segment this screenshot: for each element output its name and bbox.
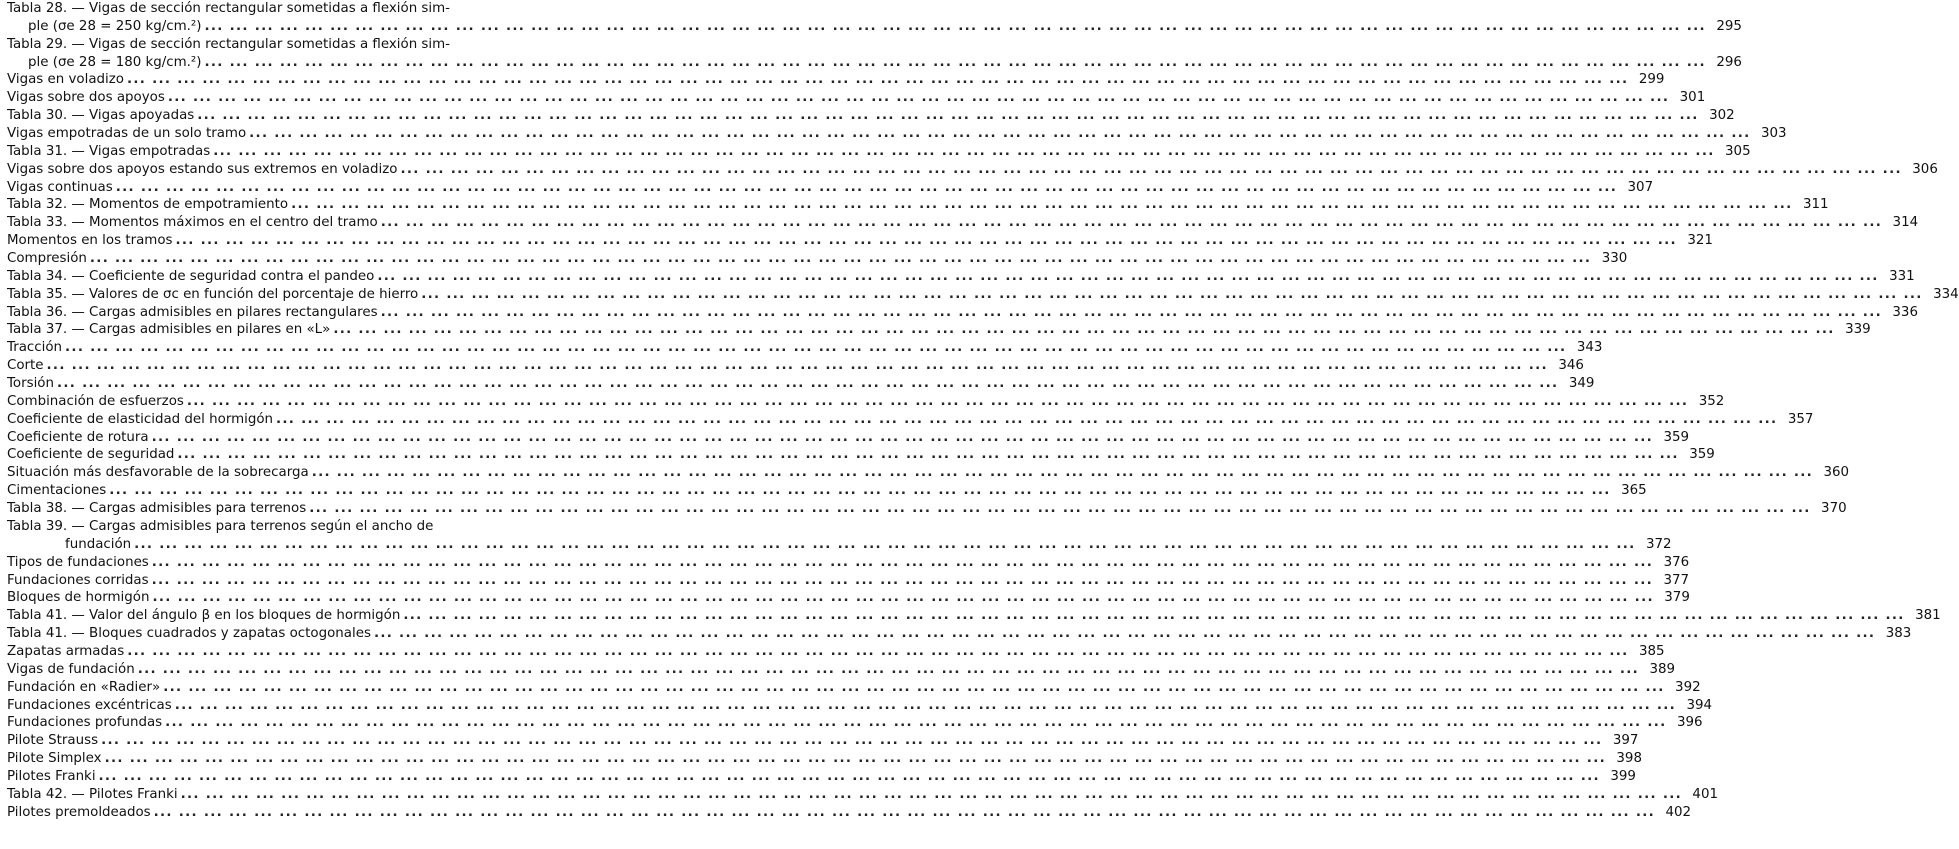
toc-entry: [7, 643, 1665, 661]
toc-entry: [7, 411, 1814, 429]
toc-entry-title: Tabla 36. — Cargas admisibles en pilares rectangulares: [7, 304, 378, 320]
toc-entry-title: Vigas en voladizo: [7, 72, 124, 88]
dot-leader: ... ... ... ... ... ... ... ... ... ... ... ... ... ... ... ... ... ... ... ... ... ... ... ... ... ... ... ... ... ... ... ... ... ... ... ... ... ... ... ... ... ... ... ... ... ... ... ... ... ... ... ... ... ... ... ... ... ... ... ...: [213, 143, 1715, 159]
toc-entry-title: Tabla 41. — Valor del ángulo β en los bloques de hormigón: [7, 608, 401, 624]
toc-entry: [7, 54, 1742, 72]
toc-entry-page: 331: [1889, 268, 1915, 284]
toc-entry-title: Tabla 38. — Cargas admisibles para terrenos: [7, 501, 307, 517]
toc-entry: [7, 321, 1871, 339]
toc-entry-title: Compresión: [7, 251, 87, 267]
toc-entry-title: Tabla 29. — Vigas de sección rectangular sometidas a flexión sim-: [7, 36, 451, 52]
toc-entry: [7, 482, 1647, 500]
toc-row: [7, 375, 1595, 393]
toc-entry: [7, 714, 1703, 732]
toc-entry-page: 357: [1787, 411, 1814, 427]
dot-leader: ... ... ... ... ... ... ... ... ... ... ... ... ... ... ... ... ... ... ... ... ... ... ... ... ... ... ... ... ... ... ... ... ... ... ... ... ... ... ... ... ... ... ... ... ... ... ... ... ... ... ... ... ... ... ... ... ... ... ... ...: [56, 376, 1559, 392]
dot-leader: ... ... ... ... ... ... ... ... ... ... ... ... ... ... ... ... ... ... ... ... ... ... ... ... ... ... ... ... ... ... ... ... ... ... ... ... ... ... ... ... ... ... ... ... ... ... ... ... ... ... ... ... ... ... ... ... ... ... ... ...: [204, 54, 1706, 70]
dot-leader: ... ... ... ... ... ... ... ... ... ... ... ... ... ... ... ... ... ... ... ... ... ... ... ... ... ... ... ... ... ... ... ... ... ... ... ... ... ... ... ... ... ... ... ... ... ... ... ... ... ... ... ... ... ... ... ... ... ... ... ...: [109, 483, 1611, 499]
toc-entry-title: Tabla 28. — Vigas de sección rectangular sometidas a flexión sim-: [7, 1, 451, 16]
dot-leader: ... ... ... ... ... ... ... ... ... ... ... ... ... ... ... ... ... ... ... ... ... ... ... ... ... ... ... ... ... ... ... ... ... ... ... ... ... ... ... ... ... ... ... ... ... ... ... ... ... ... ... ... ... ... ... ... ... ... ... ...: [152, 590, 1654, 606]
toc-entry-page: 314: [1892, 215, 1919, 231]
toc-entry: [7, 286, 1959, 304]
toc-entry: [7, 732, 1639, 750]
toc-entry-page: 377: [1663, 572, 1690, 588]
toc-entry-title: Coeficiente de seguridad: [7, 447, 175, 463]
toc-row: [7, 589, 1690, 607]
toc-row: [7, 0, 595, 18]
toc-row: [7, 643, 1665, 661]
dot-leader: ... ... ... ... ... ... ... ... ... ... ... ... ... ... ... ... ... ... ... ... ... ... ... ... ... ... ... ... ... ... ... ... ... ... ... ... ... ... ... ... ... ... ... ... ... ... ... ... ... ... ... ... ... ... ... ... ... ... ... ...: [403, 608, 1905, 624]
dot-leader: ... ... ... ... ... ... ... ... ... ... ... ... ... ... ... ... ... ... ... ... ... ... ... ... ... ... ... ... ... ... ... ... ... ... ... ... ... ... ... ... ... ... ... ... ... ... ... ... ... ... ... ... ... ... ... ... ... ... ... ...: [89, 251, 1592, 267]
toc-row: [7, 697, 1713, 715]
toc-entry-page: 399: [1610, 768, 1636, 784]
toc-entry-title: Momentos en los tramos: [7, 233, 173, 249]
dot-leader: ... ... ... ... ... ... ... ... ... ... ... ... ... ... ... ... ... ... ... ... ... ... ... ... ... ... ... ... ... ... ... ... ... ... ... ... ... ... ... ... ... ... ... ... ... ... ... ... ... ... ... ... ... ... ... ... ... ... ... ...: [104, 751, 1606, 767]
toc-entry-page: 334: [1933, 286, 1959, 302]
toc-entry-page: 343: [1576, 340, 1603, 356]
toc-entry-page: 396: [1676, 715, 1703, 731]
toc-entry-title: Tabla 32. — Momentos de empotramiento: [7, 197, 289, 213]
toc-entry-page: 398: [1616, 751, 1642, 767]
dot-leader: ... ... ... ... ... ... ... ... ... ... ... ... ... ... ... ... ... ... ... ... ... ... ... ... ... ... ... ... ... ... ... ... ... ... ... ... ... ... ... ... ... ... ... ... ... ... ... ... ... ... ... ... ... ... ... ... ... ... ... ...: [276, 411, 1778, 427]
toc-row: [7, 250, 1628, 268]
toc-row: [7, 232, 1713, 250]
toc-row: [7, 714, 1703, 732]
dot-leader: ... ... ... ... ... ... ... ... ... ... ... ... ... ... ... ... ... ... ... ... ... ... ... ... ... ... ... ... ... ... ... ... ... ... ... ... ... ... ... ... ... ... ... ... ... ... ... ... ... ... ... ... ... ... ... ... ... ... ... ...: [186, 393, 1689, 409]
toc-entry-title: Vigas de fundación: [7, 661, 135, 677]
toc-entry-title: Coeficiente de elasticidad del hormigón: [7, 411, 274, 427]
toc-entry: [7, 268, 1915, 286]
toc-entry: [7, 125, 1787, 143]
toc-entry: [7, 750, 1642, 768]
toc-entry: [7, 71, 1665, 89]
toc-entry-title: Tabla 35. — Valores de σc en función del porcentaje de hierro: [7, 286, 419, 302]
toc-entry-page: 299: [1638, 72, 1665, 88]
toc-entry-title: Corte: [7, 358, 44, 374]
toc-entry: [7, 625, 1912, 643]
toc-row: [7, 411, 1814, 429]
dot-leader: ... ... ... ... ... ... ... ... ... ... ... ... ... ... ... ... ... ... ... ... ... ... ... ... ... ... ... ... ... ... ... ... ... ... ... ... ... ... ... ... ... ... ... ... ... ... ... ... ... ... ... ... ... ... ... ... ... ... ... ...: [153, 804, 1656, 820]
toc-entry-title: Vigas empotradas de un solo tramo: [7, 126, 247, 142]
toc-row: [7, 339, 1603, 357]
toc-entry-title: Situación más desfavorable de la sobrecarga: [7, 465, 309, 481]
dot-leader: ... ... ... ... ... ... ... ... ... ... ... ... ... ... ... ... ... ... ... ... ... ... ... ... ... ... ... ... ... ... ... ... ... ... ... ... ... ... ... ... ... ... ... ... ... ... ... ... ... ... ... ... ... ... ... ... ... ... ... ...: [400, 161, 1902, 177]
toc-row: [7, 786, 1718, 804]
toc-entry-page: 296: [1716, 54, 1742, 70]
toc-entry: [7, 161, 1938, 179]
dot-leader: ... ... ... ... ... ... ... ... ... ... ... ... ... ... ... ... ... ... ... ... ... ... ... ... ... ... ... ... ... ... ... ... ... ... ... ... ... ... ... ... ... ... ... ... ... ... ... ... ... ... ... ... ... ... ... ... ... ... ... ...: [421, 286, 1923, 302]
toc-row: [7, 286, 1959, 304]
toc-entry-title: Vigas continuas: [7, 179, 113, 195]
toc-entry-title: Fundación en «Radier»: [7, 679, 161, 695]
toc-entry: [7, 500, 1847, 518]
toc-row: [7, 161, 1938, 179]
toc-row: [7, 429, 1690, 447]
toc-entry: [7, 89, 1706, 107]
toc-row: [7, 321, 1871, 339]
dot-leader: ... ... ... ... ... ... ... ... ... ... ... ... ... ... ... ... ... ... ... ... ... ... ... ... ... ... ... ... ... ... ... ... ... ... ... ... ... ... ... ... ... ... ... ... ... ... ... ... ... ... ... ... ... ... ... ... ... ... ... ...: [249, 126, 1751, 142]
toc-entry: [7, 250, 1628, 268]
toc-entry-page: 381: [1915, 608, 1941, 624]
toc-entry: [7, 786, 1718, 804]
dot-leader: ... ... ... ... ... ... ... ... ... ... ... ... ... ... ... ... ... ... ... ... ... ... ... ... ... ... ... ... ... ... ... ... ... ... ... ... ... ... ... ... ... ... ... ... ... ... ... ... ... ... ... ... ... ... ... ... ... ... ... ...: [311, 465, 1814, 481]
dot-leader: ... ... ... ... ... ... ... ... ... ... ... ... ... ... ... ... ... ... ... ... ... ... ... ... ... ... ... ... ... ... ... ... ... ... ... ... ... ... ... ... ... ... ... ... ... ... ... ... ... ... ... ... ... ... ... ... ... ... ... ...: [373, 626, 1876, 642]
toc-entry-page: 346: [1558, 358, 1584, 374]
dot-leader: ... ... ... ... ... ... ... ... ... ... ... ... ... ... ... ... ... ... ... ... ... ... ... ... ... ... ... ... ... ... ... ... ... ... ... ... ... ... ... ... ... ... ... ... ... ... ... ... ... ... ... ... ... ... ... ... ... ... ... ...: [380, 304, 1882, 320]
dot-leader: ... ... ... ... ... ... ... ... ... ... ... ... ... ... ... ... ... ... ... ... ... ... ... ... ... ... ... ... ... ... ... ... ... ... ... ... ... ... ... ... ... ... ... ... ... ... ... ... ... ... ... ... ... ... ... ... ... ... ... ...: [137, 661, 1640, 677]
dot-leader: ... ... ... ... ... ... ... ... ... ... ... ... ... ... ... ... ... ... ... ... ... ... ... ... ... ... ... ... ... ... ... ... ... ... ... ... ... ... ... ... ... ... ... ... ... ... ... ... ... ... ... ... ... ... ... ... ... ... ... ...: [174, 697, 1677, 713]
toc-row: [7, 125, 1787, 143]
toc-entry-title: Pilotes premoldeados: [7, 804, 151, 820]
toc-entry-page: 394: [1686, 697, 1713, 713]
toc-entry-page: 321: [1687, 233, 1713, 249]
toc-entry: [7, 446, 1715, 464]
toc-entry: [7, 554, 1690, 572]
dot-leader: ... ... ... ... ... ... ... ... ... ... ... ... ... ... ... ... ... ... ... ... ... ... ... ... ... ... ... ... ... ... ... ... ... ... ... ... ... ... ... ... ... ... ... ... ... ... ... ... ... ... ... ... ... ... ... ... ... ... ... ...: [115, 179, 1618, 195]
toc-row: [7, 750, 1642, 768]
toc-entry-page: 359: [1663, 429, 1690, 445]
toc-entry-title: Tabla 42. — Pilotes Franki: [7, 786, 178, 802]
toc-entry: [7, 143, 1751, 161]
toc-entry-page: 302: [1709, 108, 1735, 124]
toc-entry: [7, 357, 1584, 375]
toc-entry-title: Tabla 39. — Cargas admisibles para terrenos según el ancho de: [7, 518, 434, 534]
toc-entry-title: Pilotes Franki: [7, 768, 96, 784]
toc-row: [7, 36, 595, 54]
toc-entry-page: 370: [1821, 501, 1847, 517]
toc-entry-title: Torsión: [7, 376, 54, 392]
toc-entry-page: 336: [1892, 304, 1918, 320]
toc-entry-title: ple (σe 28 = 180 kg/cm.²): [28, 54, 202, 70]
toc-entry: [7, 375, 1595, 393]
toc-row: [7, 500, 1847, 518]
toc-entry-title: Fundaciones corridas: [7, 572, 149, 588]
toc-row: [7, 214, 1919, 232]
toc-entry-title: Tabla 34. — Coeficiente de seguridad contra el pandeo: [7, 268, 375, 284]
toc-entry-title: Coeficiente de rotura: [7, 429, 149, 445]
toc-entry-title: Cimentaciones: [7, 483, 107, 499]
toc-entry: [7, 518, 595, 536]
toc-entry-page: 389: [1649, 661, 1676, 677]
toc-entry-title: Vigas sobre dos apoyos estando sus extremos en voladizo: [7, 161, 398, 177]
toc-entry-page: 392: [1675, 679, 1701, 695]
toc-entry-page: 339: [1845, 322, 1871, 338]
dot-leader: ... ... ... ... ... ... ... ... ... ... ... ... ... ... ... ... ... ... ... ... ... ... ... ... ... ... ... ... ... ... ... ... ... ... ... ... ... ... ... ... ... ... ... ... ... ... ... ... ... ... ... ... ... ... ... ... ... ... ... ...: [175, 233, 1677, 249]
toc-entry: [7, 18, 1742, 36]
toc-entry-page: 365: [1621, 483, 1647, 499]
toc-row: [7, 18, 1742, 36]
toc-entry-page: 349: [1568, 376, 1595, 392]
toc-row: [7, 304, 1918, 322]
toc-entry-page: 383: [1885, 626, 1912, 642]
toc-entry: [7, 107, 1735, 125]
toc-entry-title: Fundaciones excéntricas: [7, 697, 172, 713]
toc-entry: [7, 304, 1918, 322]
toc-row: [7, 625, 1912, 643]
toc-entry-title: Combinación de esfuerzos: [7, 393, 184, 409]
toc-entry: [7, 589, 1690, 607]
toc-row: [7, 107, 1735, 125]
toc-row: [7, 679, 1701, 697]
toc-entry: [7, 196, 1829, 214]
dot-leader: ... ... ... ... ... ... ... ... ... ... ... ... ... ... ... ... ... ... ... ... ... ... ... ... ... ... ... ... ... ... ... ... ... ... ... ... ... ... ... ... ... ... ... ... ... ... ... ... ... ... ... ... ... ... ... ... ... ... ... ...: [151, 554, 1654, 570]
dot-leader: ... ... ... ... ... ... ... ... ... ... ... ... ... ... ... ... ... ... ... ... ... ... ... ... ... ... ... ... ... ... ... ... ... ... ... ... ... ... ... ... ... ... ... ... ... ... ... ... ... ... ... ... ... ... ... ... ... ... ... ...: [151, 429, 1654, 445]
toc-entry-title: Pilote Strauss: [7, 733, 99, 749]
toc-entry-title: Tipos de fundaciones: [7, 554, 149, 570]
dot-leader: ... ... ... ... ... ... ... ... ... ... ... ... ... ... ... ... ... ... ... ... ... ... ... ... ... ... ... ... ... ... ... ... ... ... ... ... ... ... ... ... ... ... ... ... ... ... ... ... ... ... ... ... ... ... ... ... ... ... ... ...: [46, 358, 1548, 374]
toc-row: [7, 536, 1672, 554]
toc-entry-title: Tabla 31. — Vigas empotradas: [7, 143, 211, 159]
toc-entry-title: Tabla 41. — Bloques cuadrados y zapatas octogonales: [7, 626, 371, 642]
toc-entry: [7, 464, 1850, 482]
toc-entry: [7, 679, 1701, 697]
toc-entry-page: 307: [1627, 179, 1654, 195]
toc-entry-page: 372: [1645, 536, 1672, 552]
toc-entry-page: 360: [1823, 465, 1850, 481]
table-of-contents: [7, 0, 1959, 822]
dot-leader: ... ... ... ... ... ... ... ... ... ... ... ... ... ... ... ... ... ... ... ... ... ... ... ... ... ... ... ... ... ... ... ... ... ... ... ... ... ... ... ... ... ... ... ... ... ... ... ... ... ... ... ... ... ... ... ... ... ... ... ...: [309, 501, 1811, 517]
toc-entry-title: Tabla 37. — Cargas admisibles en pilares en «L»: [7, 322, 331, 338]
dot-leader: ... ... ... ... ... ... ... ... ... ... ... ... ... ... ... ... ... ... ... ... ... ... ... ... ... ... ... ... ... ... ... ... ... ... ... ... ... ... ... ... ... ... ... ... ... ... ... ... ... ... ... ... ... ... ... ... ... ... ... ...: [134, 536, 1636, 552]
toc-entry-title: ple (σe 28 = 250 kg/cm.²): [28, 18, 202, 34]
toc-entry-title: fundación: [65, 536, 132, 552]
toc-entry: [7, 572, 1690, 590]
toc-entry: [7, 339, 1603, 357]
toc-row: [7, 196, 1829, 214]
toc-entry: [7, 607, 1941, 625]
toc-row: [7, 71, 1665, 89]
toc-row: [7, 446, 1715, 464]
toc-entry-page: 402: [1665, 804, 1692, 820]
toc-entry: [7, 36, 595, 54]
toc-row: [7, 464, 1850, 482]
toc-entry: [7, 804, 1692, 822]
toc-entry-title: Bloques de hormigón: [7, 590, 150, 606]
toc-row: [7, 179, 1654, 197]
dot-leader: ... ... ... ... ... ... ... ... ... ... ... ... ... ... ... ... ... ... ... ... ... ... ... ... ... ... ... ... ... ... ... ... ... ... ... ... ... ... ... ... ... ... ... ... ... ... ... ... ... ... ... ... ... ... ... ... ... ... ... ...: [177, 447, 1679, 463]
dot-leader: ... ... ... ... ... ... ... ... ... ... ... ... ... ... ... ... ... ... ... ... ... ... ... ... ... ... ... ... ... ... ... ... ... ... ... ... ... ... ... ... ... ... ... ... ... ... ... ... ... ... ... ... ... ... ... ... ... ... ... ...: [163, 679, 1665, 695]
toc-row: [7, 804, 1692, 822]
dot-leader: ... ... ... ... ... ... ... ... ... ... ... ... ... ... ... ... ... ... ... ... ... ... ... ... ... ... ... ... ... ... ... ... ... ... ... ... ... ... ... ... ... ... ... ... ... ... ... ... ... ... ... ... ... ... ... ... ... ... ... ...: [127, 72, 1629, 88]
toc-entry-page: 303: [1761, 126, 1787, 142]
toc-entry-title: Tabla 33. — Momentos máximos en el centro del tramo: [7, 215, 378, 231]
toc-row: [7, 89, 1706, 107]
toc-row: [7, 482, 1647, 500]
toc-row: [7, 268, 1915, 286]
toc-entry-page: 397: [1612, 733, 1639, 749]
toc-entry: [7, 661, 1676, 679]
toc-entry-page: 385: [1639, 643, 1665, 659]
dot-leader: ... ... ... ... ... ... ... ... ... ... ... ... ... ... ... ... ... ... ... ... ... ... ... ... ... ... ... ... ... ... ... ... ... ... ... ... ... ... ... ... ... ... ... ... ... ... ... ... ... ... ... ... ... ... ... ... ... ... ... ...: [167, 90, 1670, 106]
dot-leader: ... ... ... ... ... ... ... ... ... ... ... ... ... ... ... ... ... ... ... ... ... ... ... ... ... ... ... ... ... ... ... ... ... ... ... ... ... ... ... ... ... ... ... ... ... ... ... ... ... ... ... ... ... ... ... ... ... ... ... ...: [127, 643, 1629, 659]
toc-row: [7, 572, 1690, 590]
dot-leader: ... ... ... ... ... ... ... ... ... ... ... ... ... ... ... ... ... ... ... ... ... ... ... ... ... ... ... ... ... ... ... ... ... ... ... ... ... ... ... ... ... ... ... ... ... ... ... ... ... ... ... ... ... ... ... ... ... ... ... ...: [380, 215, 1883, 231]
dot-leader: ... ... ... ... ... ... ... ... ... ... ... ... ... ... ... ... ... ... ... ... ... ... ... ... ... ... ... ... ... ... ... ... ... ... ... ... ... ... ... ... ... ... ... ... ... ... ... ... ... ... ... ... ... ... ... ... ... ... ... ...: [180, 786, 1682, 802]
toc-row: [7, 357, 1584, 375]
toc-entry-page: 311: [1802, 197, 1829, 213]
dot-leader: ... ... ... ... ... ... ... ... ... ... ... ... ... ... ... ... ... ... ... ... ... ... ... ... ... ... ... ... ... ... ... ... ... ... ... ... ... ... ... ... ... ... ... ... ... ... ... ... ... ... ... ... ... ... ... ... ... ... ... ...: [165, 715, 1667, 731]
toc-entry: [7, 429, 1690, 447]
dot-leader: ... ... ... ... ... ... ... ... ... ... ... ... ... ... ... ... ... ... ... ... ... ... ... ... ... ... ... ... ... ... ... ... ... ... ... ... ... ... ... ... ... ... ... ... ... ... ... ... ... ... ... ... ... ... ... ... ... ... ... ...: [291, 197, 1793, 213]
dot-leader: ... ... ... ... ... ... ... ... ... ... ... ... ... ... ... ... ... ... ... ... ... ... ... ... ... ... ... ... ... ... ... ... ... ... ... ... ... ... ... ... ... ... ... ... ... ... ... ... ... ... ... ... ... ... ... ... ... ... ... ...: [197, 108, 1699, 124]
toc-row: [7, 143, 1751, 161]
toc-row: [7, 518, 595, 536]
toc-entry: [7, 0, 595, 18]
dot-leader: ... ... ... ... ... ... ... ... ... ... ... ... ... ... ... ... ... ... ... ... ... ... ... ... ... ... ... ... ... ... ... ... ... ... ... ... ... ... ... ... ... ... ... ... ... ... ... ... ... ... ... ... ... ... ... ... ... ... ... ...: [101, 733, 1603, 749]
toc-row: [7, 393, 1725, 411]
toc-entry-page: 352: [1698, 393, 1725, 409]
toc-row: [7, 732, 1639, 750]
toc-entry: [7, 697, 1713, 715]
toc-entry: [7, 393, 1725, 411]
dot-leader: ... ... ... ... ... ... ... ... ... ... ... ... ... ... ... ... ... ... ... ... ... ... ... ... ... ... ... ... ... ... ... ... ... ... ... ... ... ... ... ... ... ... ... ... ... ... ... ... ... ... ... ... ... ... ... ... ... ... ... ...: [333, 322, 1835, 338]
dot-leader: ... ... ... ... ... ... ... ... ... ... ... ... ... ... ... ... ... ... ... ... ... ... ... ... ... ... ... ... ... ... ... ... ... ... ... ... ... ... ... ... ... ... ... ... ... ... ... ... ... ... ... ... ... ... ... ... ... ... ... ...: [377, 268, 1879, 284]
toc-entry-page: 401: [1692, 786, 1718, 802]
toc-entry-title: Zapatas armadas: [7, 643, 125, 659]
toc-row: [7, 661, 1676, 679]
toc-entry-page: 306: [1912, 161, 1938, 177]
toc-entry: [7, 232, 1713, 250]
toc-row: [7, 607, 1941, 625]
dot-leader: ... ... ... ... ... ... ... ... ... ... ... ... ... ... ... ... ... ... ... ... ... ... ... ... ... ... ... ... ... ... ... ... ... ... ... ... ... ... ... ... ... ... ... ... ... ... ... ... ... ... ... ... ... ... ... ... ... ... ... ...: [151, 572, 1654, 588]
toc-entry-title: Pilote Simplex: [7, 751, 102, 767]
toc-entry-page: 376: [1663, 554, 1690, 570]
toc-row: [7, 554, 1690, 572]
toc-entry-title: Tracción: [7, 340, 63, 356]
dot-leader: ... ... ... ... ... ... ... ... ... ... ... ... ... ... ... ... ... ... ... ... ... ... ... ... ... ... ... ... ... ... ... ... ... ... ... ... ... ... ... ... ... ... ... ... ... ... ... ... ... ... ... ... ... ... ... ... ... ... ... ...: [65, 340, 1567, 356]
toc-entry-page: 295: [1716, 18, 1742, 34]
toc-entry: [7, 214, 1919, 232]
dot-leader: ... ... ... ... ... ... ... ... ... ... ... ... ... ... ... ... ... ... ... ... ... ... ... ... ... ... ... ... ... ... ... ... ... ... ... ... ... ... ... ... ... ... ... ... ... ... ... ... ... ... ... ... ... ... ... ... ... ... ... ...: [98, 768, 1600, 784]
toc-entry-page: 330: [1601, 251, 1628, 267]
toc-entry-page: 305: [1725, 143, 1751, 159]
toc-entry-title: Vigas sobre dos apoyos: [7, 90, 165, 106]
toc-row: [7, 768, 1636, 786]
toc-entry: [7, 768, 1636, 786]
toc-row: [7, 54, 1742, 72]
toc-entry-page: 379: [1664, 590, 1690, 606]
toc-entry-page: 301: [1679, 90, 1706, 106]
dot-leader: ... ... ... ... ... ... ... ... ... ... ... ... ... ... ... ... ... ... ... ... ... ... ... ... ... ... ... ... ... ... ... ... ... ... ... ... ... ... ... ... ... ... ... ... ... ... ... ... ... ... ... ... ... ... ... ... ... ... ... ...: [204, 18, 1706, 34]
toc-entry-title: Tabla 30. — Vigas apoyadas: [7, 108, 195, 124]
toc-entry: [7, 179, 1654, 197]
toc-entry-page: 359: [1689, 447, 1715, 463]
toc-entry: [7, 536, 1672, 554]
toc-entry-title: Fundaciones profundas: [7, 715, 163, 731]
